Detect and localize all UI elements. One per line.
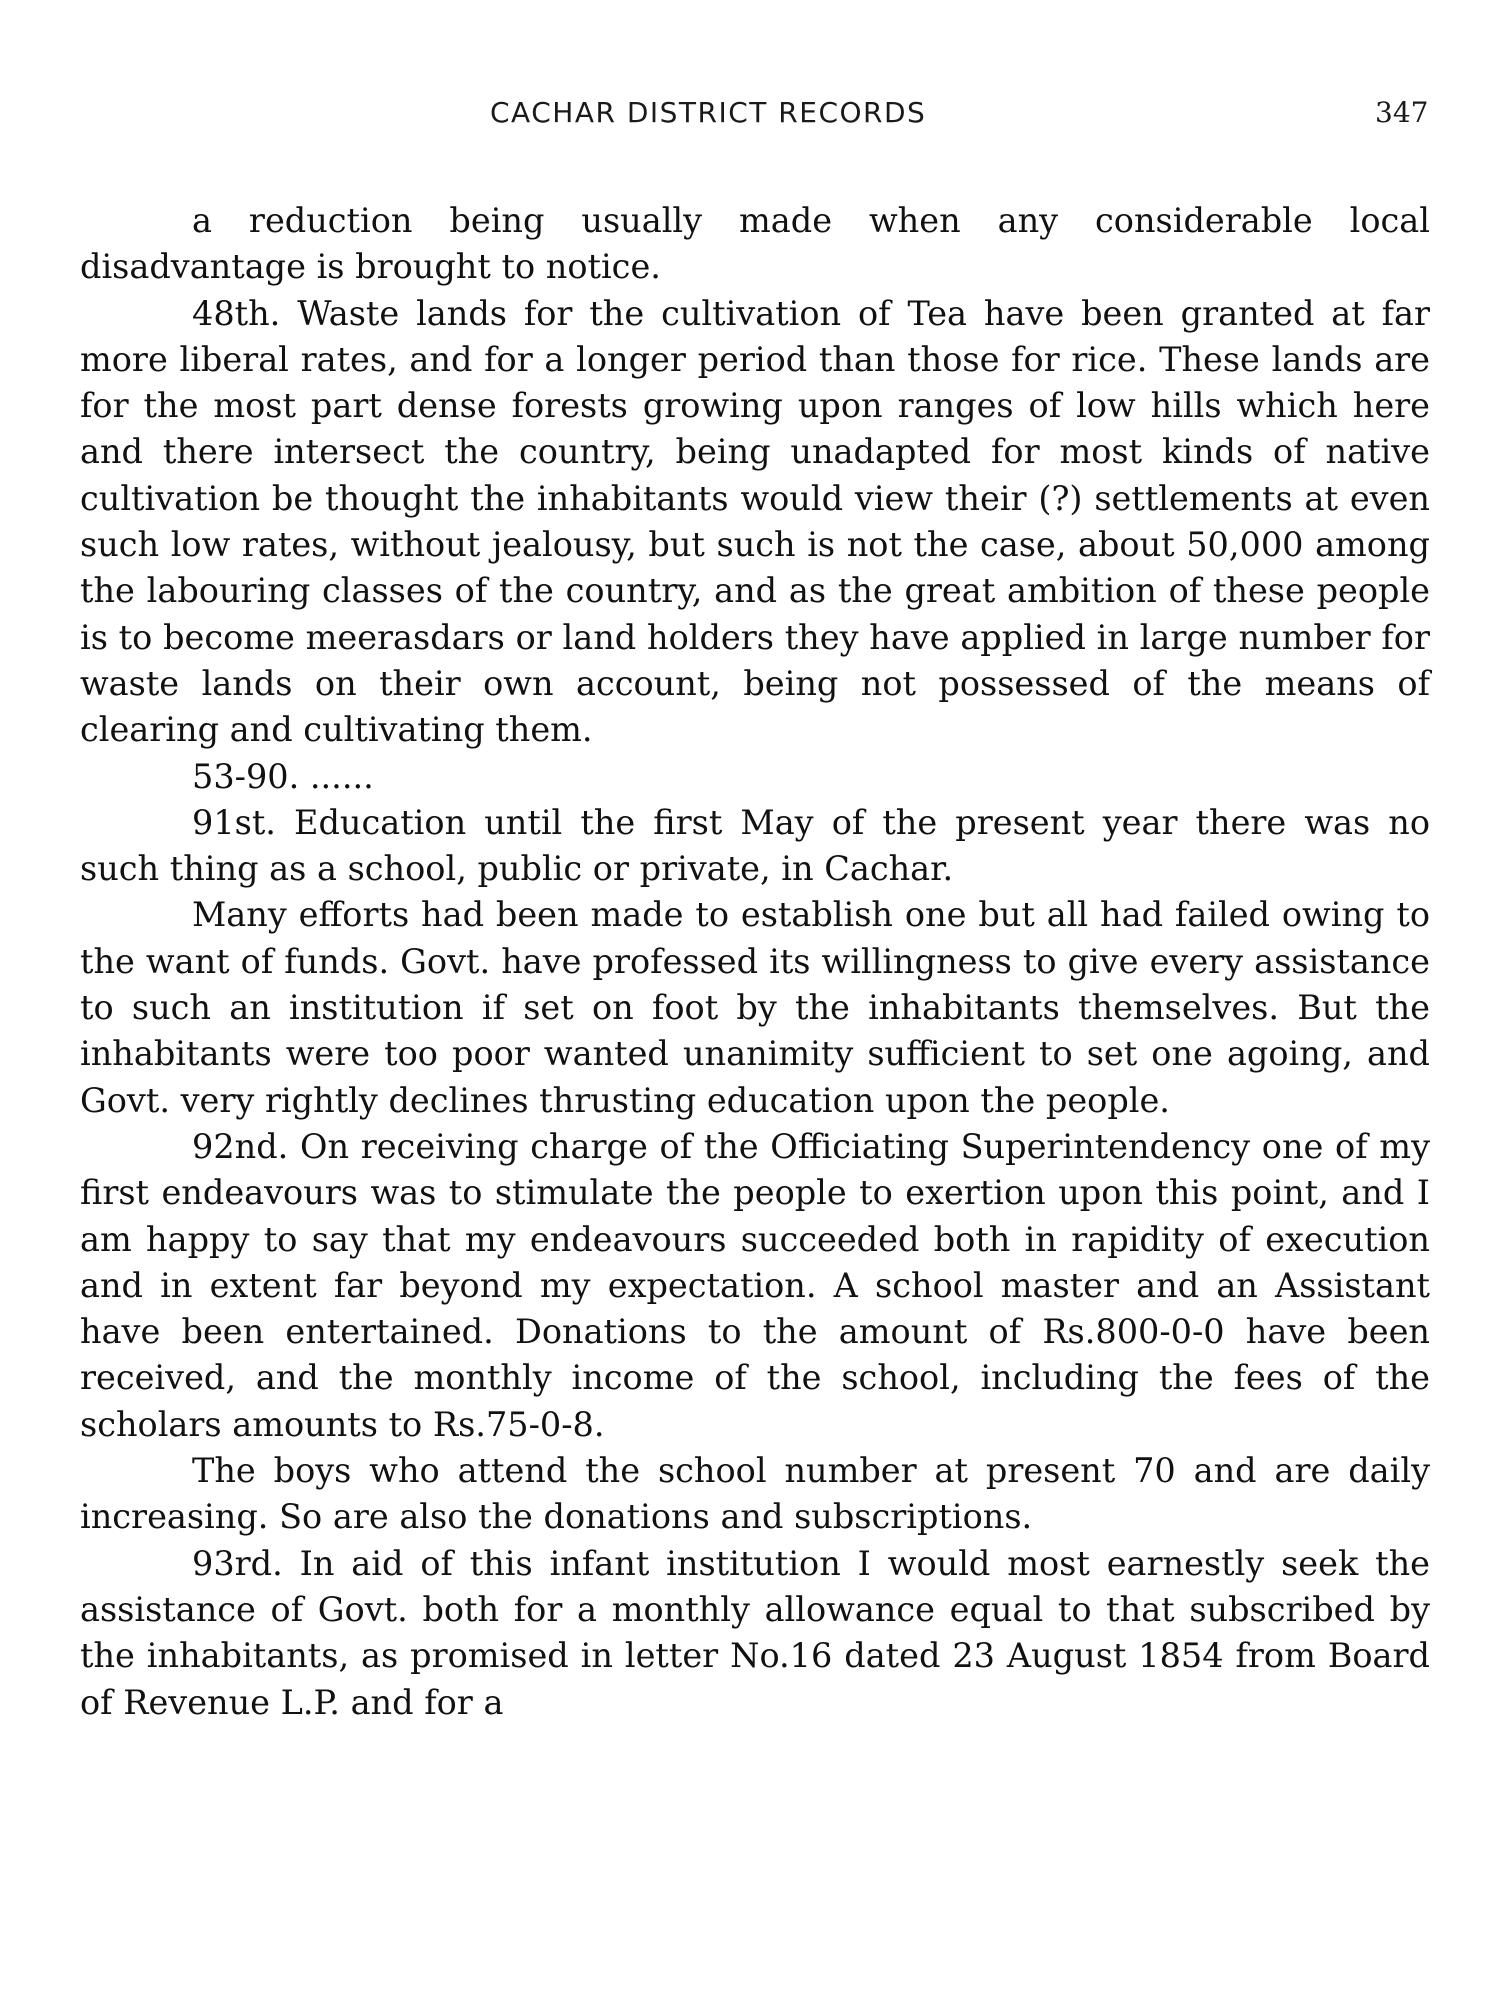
running-title: CACHAR DISTRICT RECORDS	[490, 96, 927, 129]
paragraph-reduction: a reduction being usually made when any considerable local disadvantage is brought to notice.	[80, 201, 1430, 287]
page-number: 347	[1375, 96, 1429, 129]
paragraph-93rd: 93rd. In aid of this infant institution I would most earnestly seek the assistance of Govt. both for a monthly allowance equal to that subscribed by the inhabitants, as promised in letter No.16 dated 23 August 1854 from Board of Revenue L.P. and for a	[80, 1543, 1430, 1722]
page-header	[0, 96, 1500, 136]
paragraph-91st: 91st. Education until the first May of the present year there was no such thing as a school, public or private, in Cachar.	[80, 802, 1430, 889]
paragraph-boys: The boys who attend the school number at present 70 and are daily increasing. So are also the donations and subscriptions.	[80, 1451, 1430, 1537]
paragraph-48th: 48th. Waste lands for the cultivation of Tea have been granted at far more liberal rates, and for a longer period than those for rice. These lands are for the most part dense forests growing upon ranges of low hills which here and there intersect the country, being unadapted for most kinds of native cultivation be thought the inhabitants would view their (?) settlements at even such low rates, without jealousy, but such is not the case, about 50,000 among the labouring classes of the country, and as the great ambition of these people is to become meerasdars or land holders they have applied in large number for waste lands on their own account, being not possessed of the means of clearing and cultivating them.	[80, 293, 1430, 750]
paragraph-92nd: 92nd. On receiving charge of the Officiating Superintendency one of my first endeavours was to stimulate the people to exertion upon this point, and I am happy to say that my endeavours succeeded both in rapidity of execution and in extent far beyond my expectation. A school master and an Assistant have been entertained. Donations to the amount of Rs.800-0-0 have been received, and the monthly income of the school, including the fees of the scholars amounts to Rs.75-0-8.	[80, 1126, 1430, 1444]
body-text	[80, 198, 1430, 1726]
paragraph-efforts: Many efforts had been made to establish one but all had failed owing to the want of funds. Govt. have professed its willingness to give every assistance to such an institution if set on foot by the inhabitants themselves. But the inhabitants were too poor wanted unanimity sufficient to set one agoing, and Govt. very rightly declines thrusting education upon the people.	[80, 895, 1430, 1120]
paragraph-53-90: 53-90. ......	[192, 756, 374, 796]
